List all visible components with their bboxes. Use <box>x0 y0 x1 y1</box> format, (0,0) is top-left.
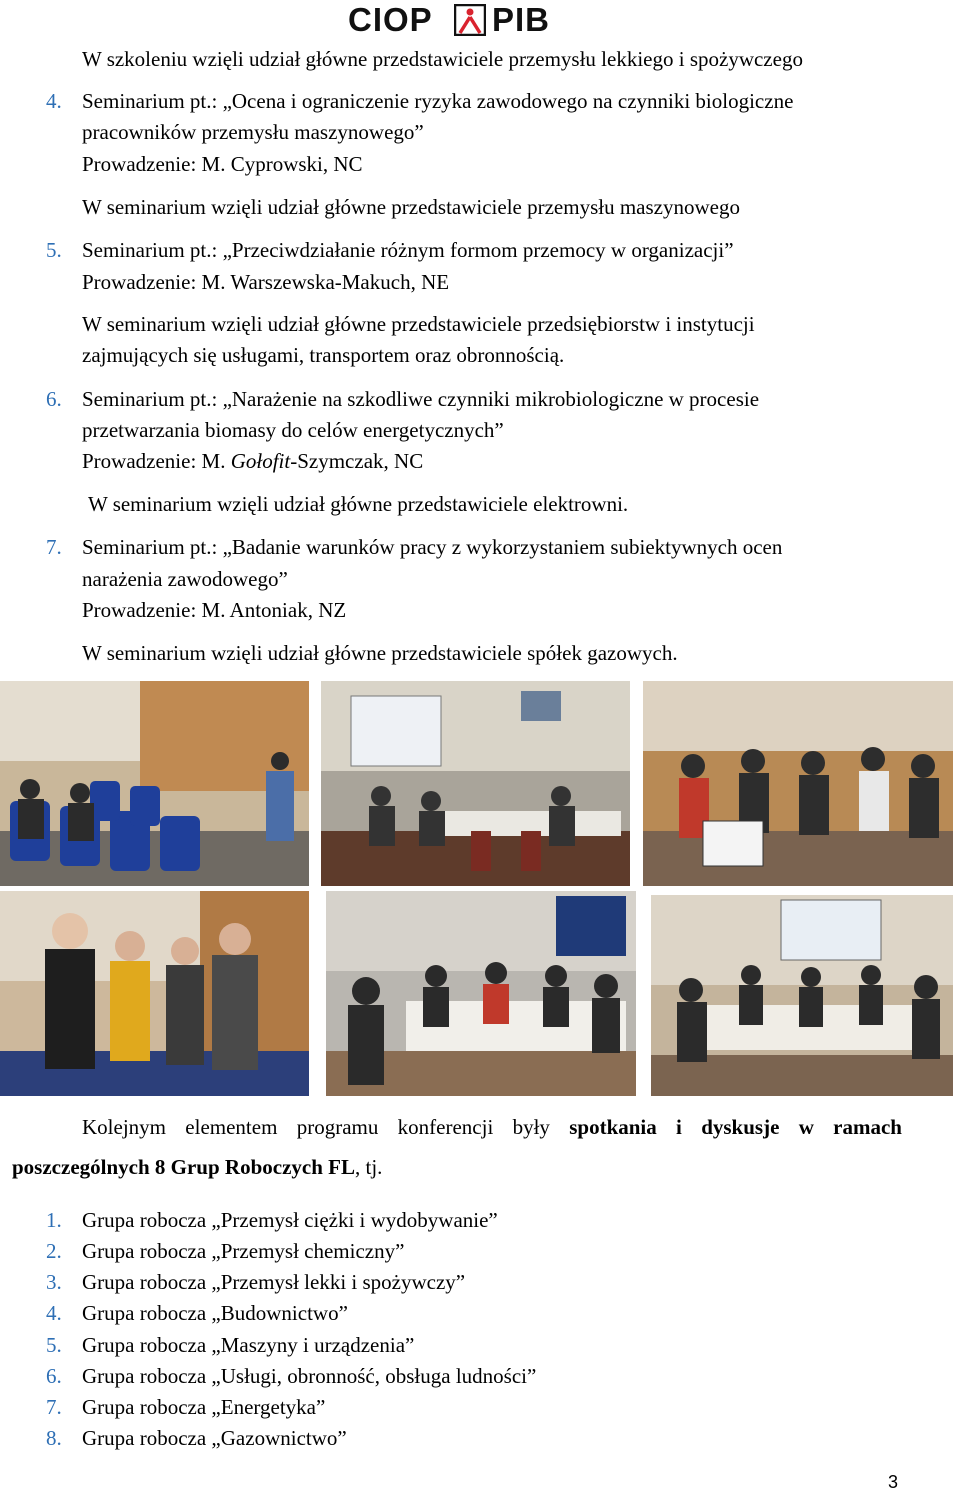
seminar-4-number: 4. <box>46 89 62 113</box>
seminar-6-title-line-1: Seminarium pt.: „Narażenie na szkodliwe czynniki mikrobiologiczne w procesie <box>82 387 760 411</box>
logo-text-ciop: CIOP <box>348 1 433 38</box>
logo-text-pib: PIB <box>492 1 551 38</box>
group-4-label: Grupa robocza „Budownictwo” <box>82 1301 348 1325</box>
seminar-7-title-line-1: Seminarium pt.: „Badanie warunków pracy z wykorzystaniem subiektywnych ocen <box>82 535 783 559</box>
logo-emblem-icon <box>454 4 486 36</box>
group-2-number: 2. <box>46 1239 62 1263</box>
conclusion-line-2-bold: poszczególnych 8 Grup Roboczych FL <box>12 1155 355 1179</box>
seminar-6-participants: W seminarium wzięli udział główne przedstawiciele elektrowni. <box>88 492 629 516</box>
photo-seminar-room-1 <box>0 681 309 886</box>
group-3-number: 3. <box>46 1270 62 1294</box>
seminar-5-title-line-1: Seminarium pt.: „Przeciwdziałanie różnym formom przemocy w organizacji” <box>82 238 734 262</box>
seminar-5-number: 5. <box>46 238 62 262</box>
conclusion-line-1-bold: spotkania i dyskusje w ramach <box>569 1115 902 1139</box>
seminar-7-number: 7. <box>46 535 62 559</box>
group-4-number: 4. <box>46 1301 62 1325</box>
conclusion-line-2-text: , tj. <box>354 1155 383 1179</box>
seminar-5-lead: Prowadzenie: M. Warszewska-Makuch, NE <box>82 270 450 294</box>
conclusion-line-1-text: Kolejnym elementem programu konferencji były <box>82 1115 570 1139</box>
group-5-label: Grupa robocza „Maszyny i urządzenia” <box>82 1333 415 1357</box>
group-1-label: Grupa robocza „Przemysł ciężki i wydobywanie” <box>82 1208 498 1232</box>
seminar-6-number: 6. <box>46 387 62 411</box>
seminar-7-participants: W seminarium wzięli udział główne przedstawiciele spółek gazowych. <box>82 641 678 665</box>
photo-seminar-room-3 <box>643 681 953 886</box>
group-6-number: 6. <box>46 1364 62 1388</box>
group-7-number: 7. <box>46 1395 62 1419</box>
group-5-number: 5. <box>46 1333 62 1357</box>
seminar-4-participants: W seminarium wzięli udział główne przedstawiciele przemysłu maszynowego <box>82 195 740 219</box>
seminar-7-title-line-2: narażenia zawodowego” <box>82 567 288 591</box>
seminar-4-lead: Prowadzenie: M. Cyprowski, NC <box>82 152 363 176</box>
conclusion-line-2 <box>12 1154 382 1180</box>
seminar-6-lead-suffix: -Szymczak, NC <box>290 449 424 473</box>
seminar-5-participants-line-1: W seminarium wzięli udział główne przedstawiciele przedsiębiorstw i instytucji <box>82 312 755 336</box>
photo-mask-demonstration <box>0 891 309 1096</box>
group-8-label: Grupa robocza „Gazownictwo” <box>82 1426 347 1450</box>
ciop-pib-logo <box>348 2 570 38</box>
seminar-6-lead <box>82 448 423 474</box>
seminar-7-lead: Prowadzenie: M. Antoniak, NZ <box>82 598 347 622</box>
photo-seminar-room-2 <box>321 681 630 886</box>
seminar-4-title-line-1: Seminarium pt.: „Ocena i ograniczenie ryzyka zawodowego na czynniki biologiczne <box>82 89 794 113</box>
group-7-label: Grupa robocza „Energetyka” <box>82 1395 326 1419</box>
seminar-6-lead-italic: Gołofit <box>230 449 291 473</box>
group-6-label: Grupa robocza „Usługi, obronność, obsługa ludności” <box>82 1364 537 1388</box>
photo-seminar-room-5 <box>651 895 953 1096</box>
group-2-label: Grupa robocza „Przemysł chemiczny” <box>82 1239 405 1263</box>
page-number: 3 <box>888 1472 899 1492</box>
group-8-number: 8. <box>46 1426 62 1450</box>
conclusion-line-1 <box>82 1114 902 1140</box>
seminar-6-title-line-2: przetwarzania biomasy do celów energetycznych” <box>82 418 504 442</box>
seminar-6-lead-prefix: Prowadzenie: M. <box>82 449 231 473</box>
seminar-5-participants-line-2: zajmujących się usługami, transportem oraz obronnością. <box>82 343 565 367</box>
photo-seminar-room-4 <box>326 891 636 1096</box>
seminar-4-title-line-2: pracowników przemysłu maszynowego” <box>82 120 424 144</box>
intro-line: W szkoleniu wzięli udział główne przedstawiciele przemysłu lekkiego i spożywczego <box>82 47 803 71</box>
group-1-number: 1. <box>46 1208 62 1232</box>
group-3-label: Grupa robocza „Przemysł lekki i spożywczy” <box>82 1270 466 1294</box>
